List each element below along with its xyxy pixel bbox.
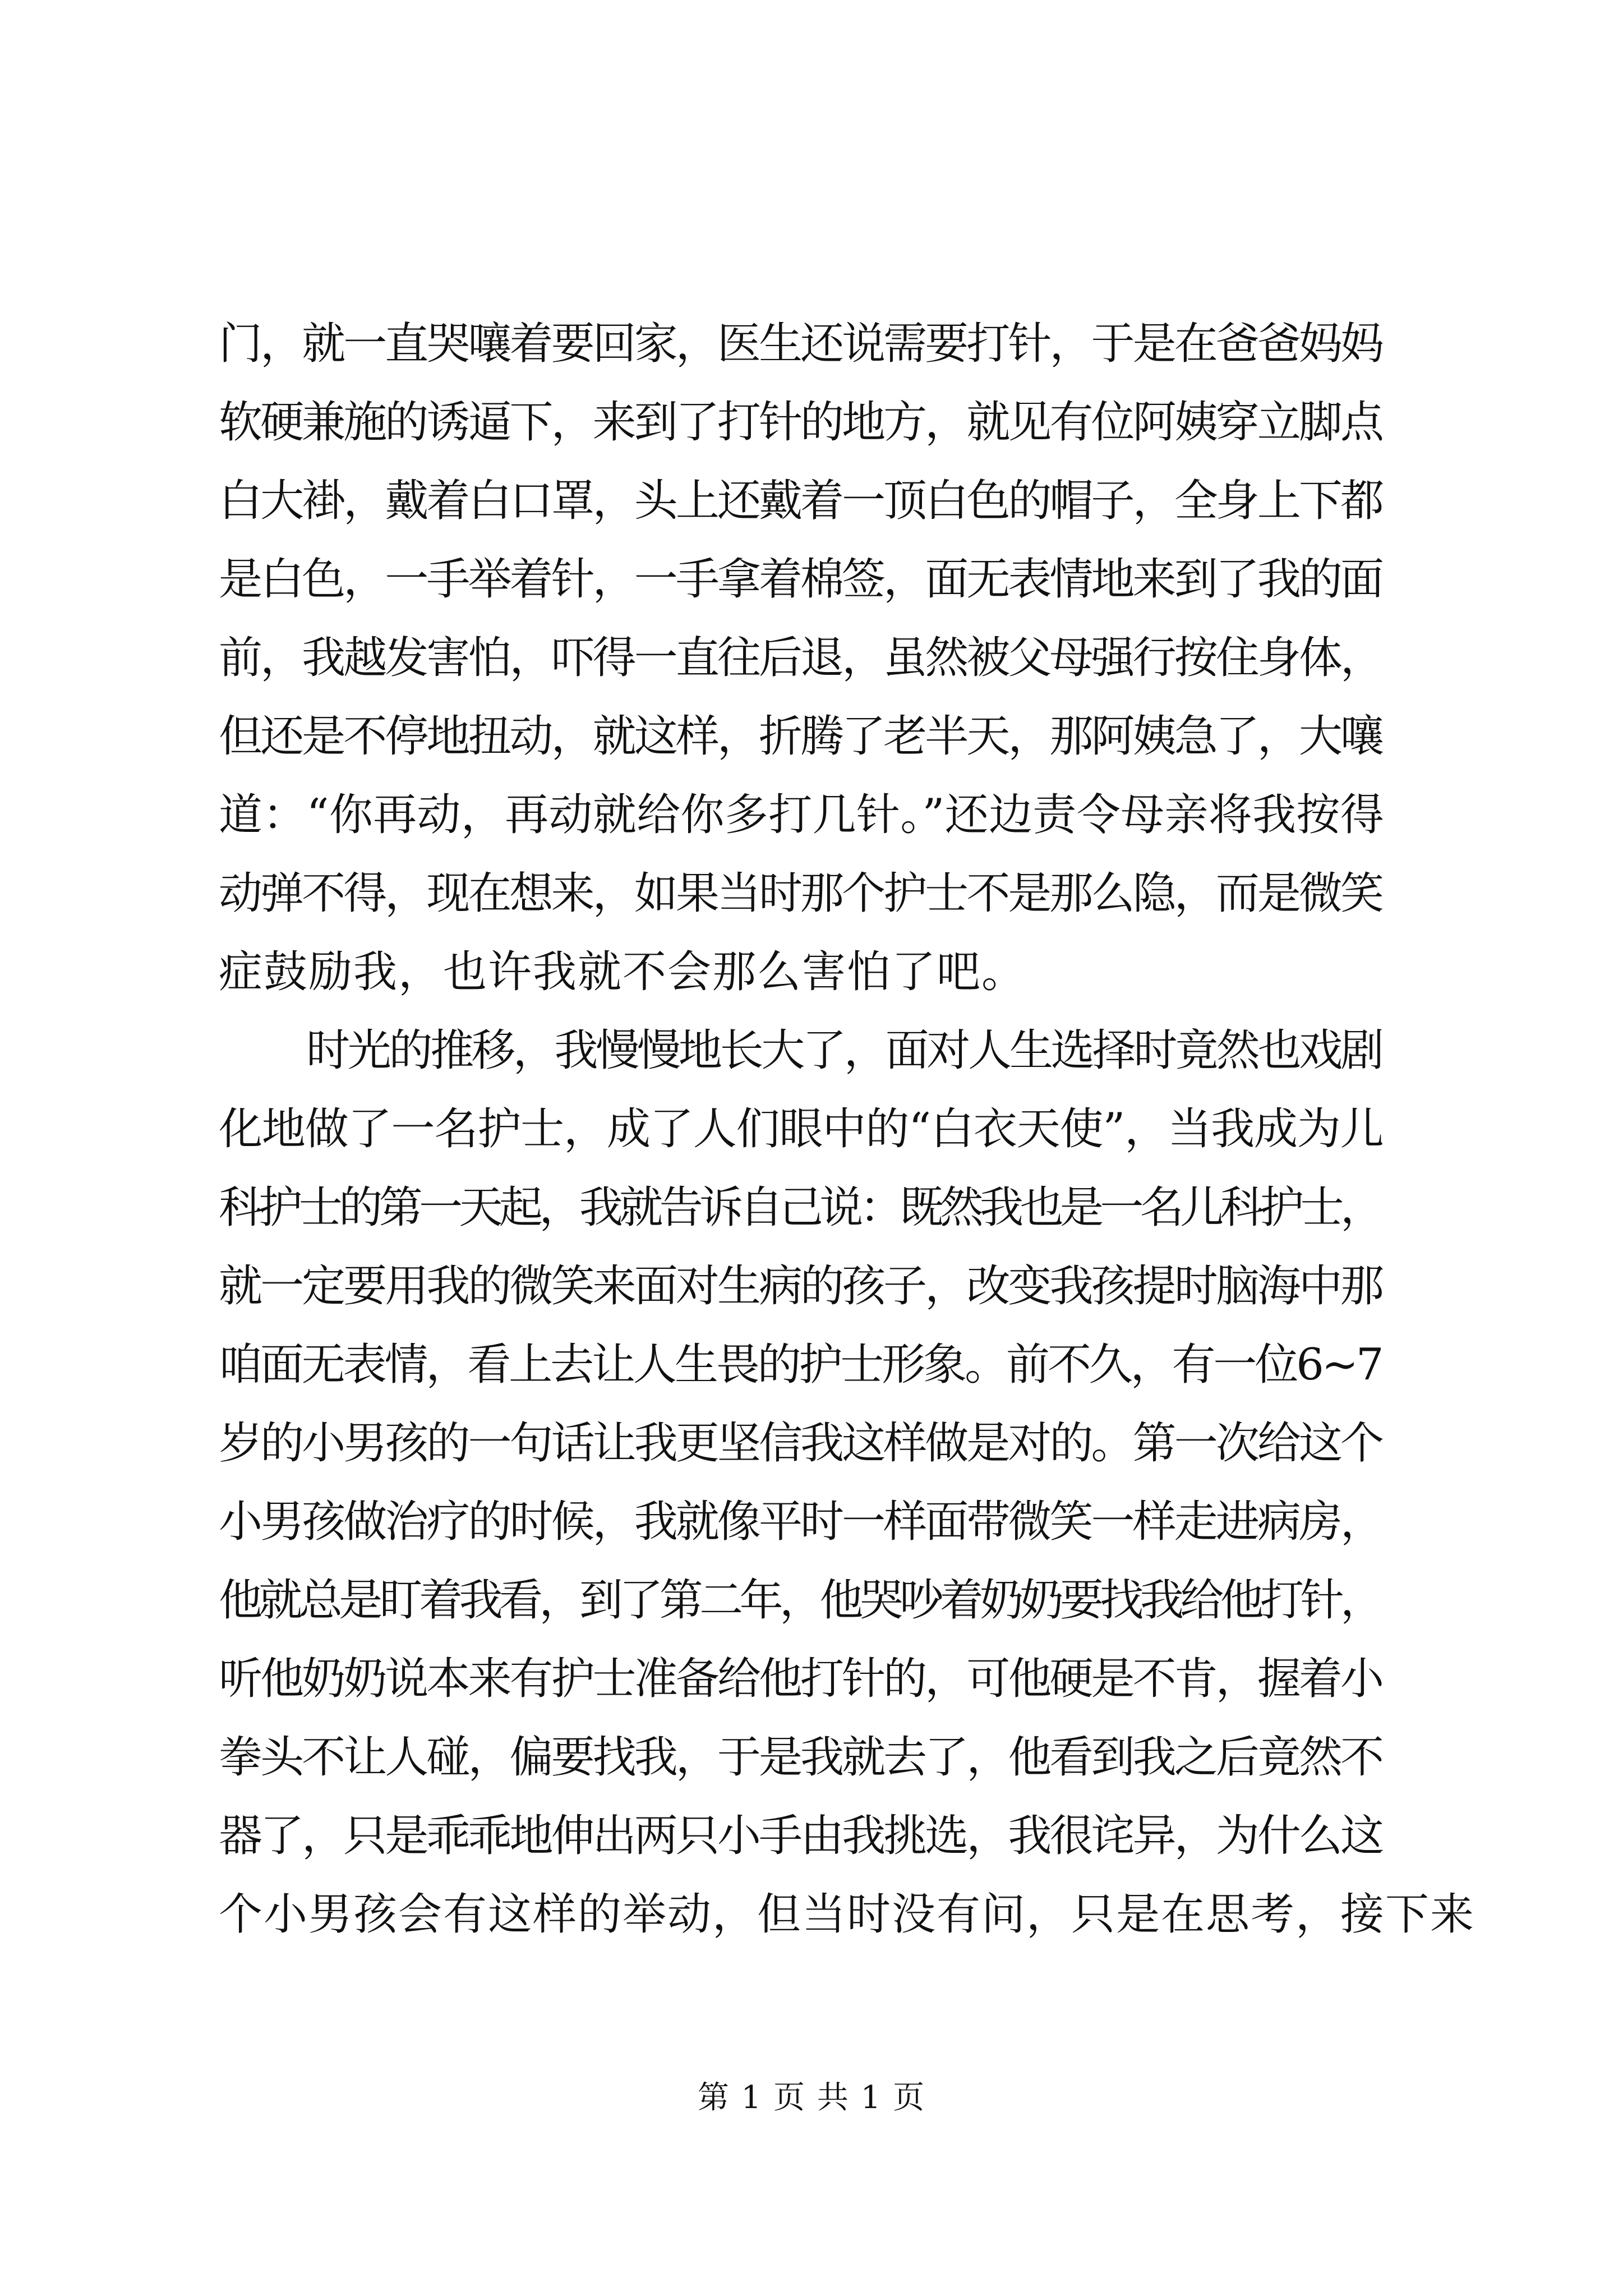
text-line-4: 是白色，一手举着针，一手拿着棉签，面无表情地来到了我的面	[219, 554, 1382, 605]
text-line-7: 道：“你再动，再动就给你多打几针。”还边责令母亲将我按得	[219, 790, 1385, 840]
text-line-8: 动弹不得，现在想来，如果当时那个护士不是那么隐，而是微笑	[219, 868, 1382, 919]
text-line-11: 化地做了一名护士，成了人们眼中的“白衣天使”，当我成为儿	[219, 1104, 1384, 1154]
text-line-21: 个小男孩会有这样的举动，但当时没有问，只是在思考，接下来	[219, 1889, 1476, 1940]
text-line-5: 前，我越发害怕，吓得一直往后退，虽然被父母强行按住身体，	[219, 633, 1382, 683]
text-line-14: 咱面无表情，看上去让人生畏的护士形象。前不久，有一位6~7	[219, 1340, 1382, 1390]
text-line-16: 小男孩做治疗的时候，我就像平时一样面带微笑一样走进病房，	[219, 1497, 1382, 1547]
text-line-15: 岁的小男孩的一句话让我更坚信我这样做是对的。第一次给这个	[219, 1418, 1382, 1469]
text-line-10: 时光的推移，我慢慢地长大了，面对人生选择时竟然也戏剧	[306, 1025, 1382, 1076]
text-line-20: 器了，只是乖乖地伸出两只小手由我挑选，我很诧异，为什么这	[219, 1811, 1382, 1861]
page-footer: 第 1 页 共 1 页	[697, 2079, 926, 2116]
text-line-3: 白大褂，戴着白口罩，头上还戴着一顶白色的帽子，全身上下都	[219, 476, 1382, 526]
text-line-6: 但还是不停地扭动，就这样，折腾了老半天，那阿姨急了，大嚷	[219, 711, 1382, 762]
text-line-17: 他就总是盯着我看，到了第二年，他哭吵着奶奶要找我给他打针，	[219, 1575, 1381, 1626]
text-line-2: 软硬兼施的诱逼下，来到了打针的地方，就见有位阿姨穿立脚点	[219, 397, 1382, 448]
text-line-9: 症鼓励我，也许我就不会那么害怕了吧。	[219, 947, 1027, 997]
text-line-19: 拳头不让人碰，偏要找我，于是我就去了，他看到我之后竟然不	[219, 1732, 1382, 1783]
text-line-12: 科护士的第一天起，我就告诉自己说：既然我也是一名儿科护士，	[219, 1182, 1381, 1233]
text-line-13: 就一定要用我的微笑来面对生病的孩子，改变我孩提时脑海中那	[219, 1261, 1382, 1312]
text-line-1: 门，就一直哭嚷着要回家，医生还说需要打针，于是在爸爸妈妈	[219, 319, 1382, 369]
text-line-18: 听他奶奶说本来有护士准备给他打针的，可他硬是不肯，握着小	[219, 1654, 1382, 1704]
